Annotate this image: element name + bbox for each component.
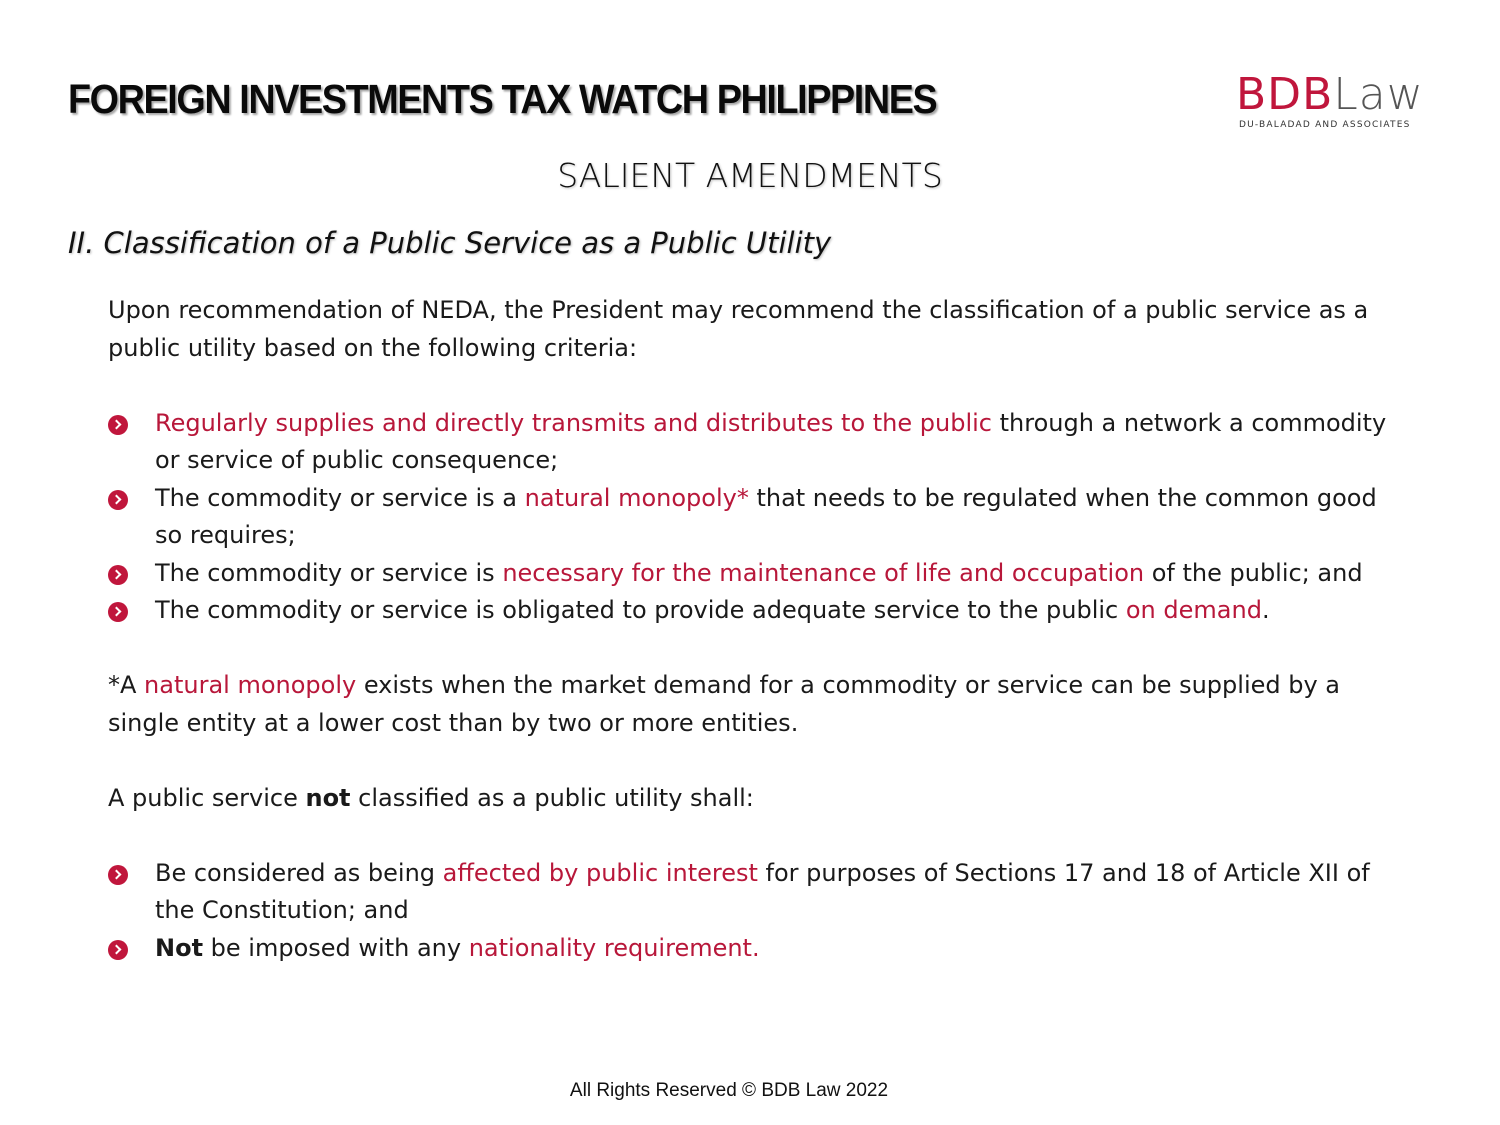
- item-text: .: [1261, 596, 1270, 624]
- logo-bdb: BDB: [1236, 69, 1334, 120]
- criteria-item: [108, 592, 1398, 630]
- item-text: for purposes of Sections 17 and 18 of Article XII of the Constitution; and: [155, 858, 1370, 924]
- chevron-circle-right-icon: [108, 602, 128, 622]
- note-text: exists when the market demand for a commodity or service can be supplied by a single entity at a lower cost than by two or more entities.: [108, 671, 1341, 737]
- criteria-list: [108, 405, 1398, 630]
- obligation-item: [108, 930, 1398, 968]
- item-text: Be considered as being: [155, 858, 443, 887]
- page-title: FOREIGN INVESTMENTS TAX WATCH PHILIPPINES: [68, 76, 937, 122]
- item-text: be imposed with any: [203, 933, 469, 962]
- para-text: classified as a public utility shall:: [350, 783, 754, 812]
- highlight-text: affected by public interest: [442, 858, 758, 887]
- item-text: that needs to be regulated when the common good so requires;: [155, 483, 1377, 549]
- para-text: A public service: [108, 783, 306, 812]
- spacer: [108, 367, 1398, 405]
- emphasis-text: not: [305, 783, 351, 812]
- highlight-text: Regularly supplies and directly transmits and distributes to the public: [155, 408, 992, 437]
- item-text: The commodity or service is: [155, 558, 503, 587]
- not-classified-paragraph: [108, 780, 1398, 818]
- highlight-text: natural monopoly*: [524, 483, 749, 512]
- footer-copyright: All Rights Reserved © BDB Law 2022: [569, 1080, 889, 1101]
- item-text: The commodity or service is obligated to provide adequate service to the public: [155, 596, 1126, 624]
- spacer: [108, 630, 1398, 668]
- emphasis-text: Not: [155, 933, 204, 962]
- logo-law: Law: [1333, 69, 1424, 120]
- chevron-circle-right-icon: [108, 940, 128, 960]
- spacer: [108, 817, 1398, 855]
- sub-heading: II. Classification of a Public Service as a Public Utility: [68, 226, 832, 260]
- highlight-text: necessary for the maintenance of life and occupation: [502, 558, 1145, 587]
- criteria-item: [108, 480, 1398, 555]
- criteria-item: [108, 555, 1398, 593]
- note-text: *A: [108, 671, 145, 699]
- logo-wordmark: [1236, 69, 1436, 120]
- chevron-circle-right-icon: [108, 415, 128, 435]
- item-text: of the public; and: [1144, 558, 1363, 587]
- section-title: SALIENT AMENDMENTS: [557, 156, 943, 195]
- highlight-text: on demand: [1125, 596, 1262, 624]
- chevron-circle-right-icon: [108, 490, 128, 510]
- highlight-text: natural monopoly: [144, 671, 357, 699]
- obligation-item: [108, 855, 1398, 930]
- bdb-law-logo: [1236, 69, 1436, 130]
- item-text: The commodity or service is a: [155, 483, 525, 512]
- chevron-circle-right-icon: [108, 865, 128, 885]
- criteria-item: [108, 405, 1398, 480]
- intro-paragraph: Upon recommendation of NEDA, the President may recommend the classification of a public service as a public utility based on the following criteria:: [108, 296, 1369, 362]
- content-body: [108, 292, 1398, 967]
- note-paragraph: [108, 667, 1398, 742]
- obligations-list: [108, 855, 1398, 968]
- spacer: [108, 742, 1398, 780]
- chevron-circle-right-icon: [108, 565, 128, 585]
- logo-tagline: DU-BALADAD AND ASSOCIATES: [1239, 120, 1411, 130]
- item-text: through a network a commodity or service of public consequence;: [155, 408, 1387, 474]
- highlight-text: nationality requirement.: [468, 933, 760, 962]
